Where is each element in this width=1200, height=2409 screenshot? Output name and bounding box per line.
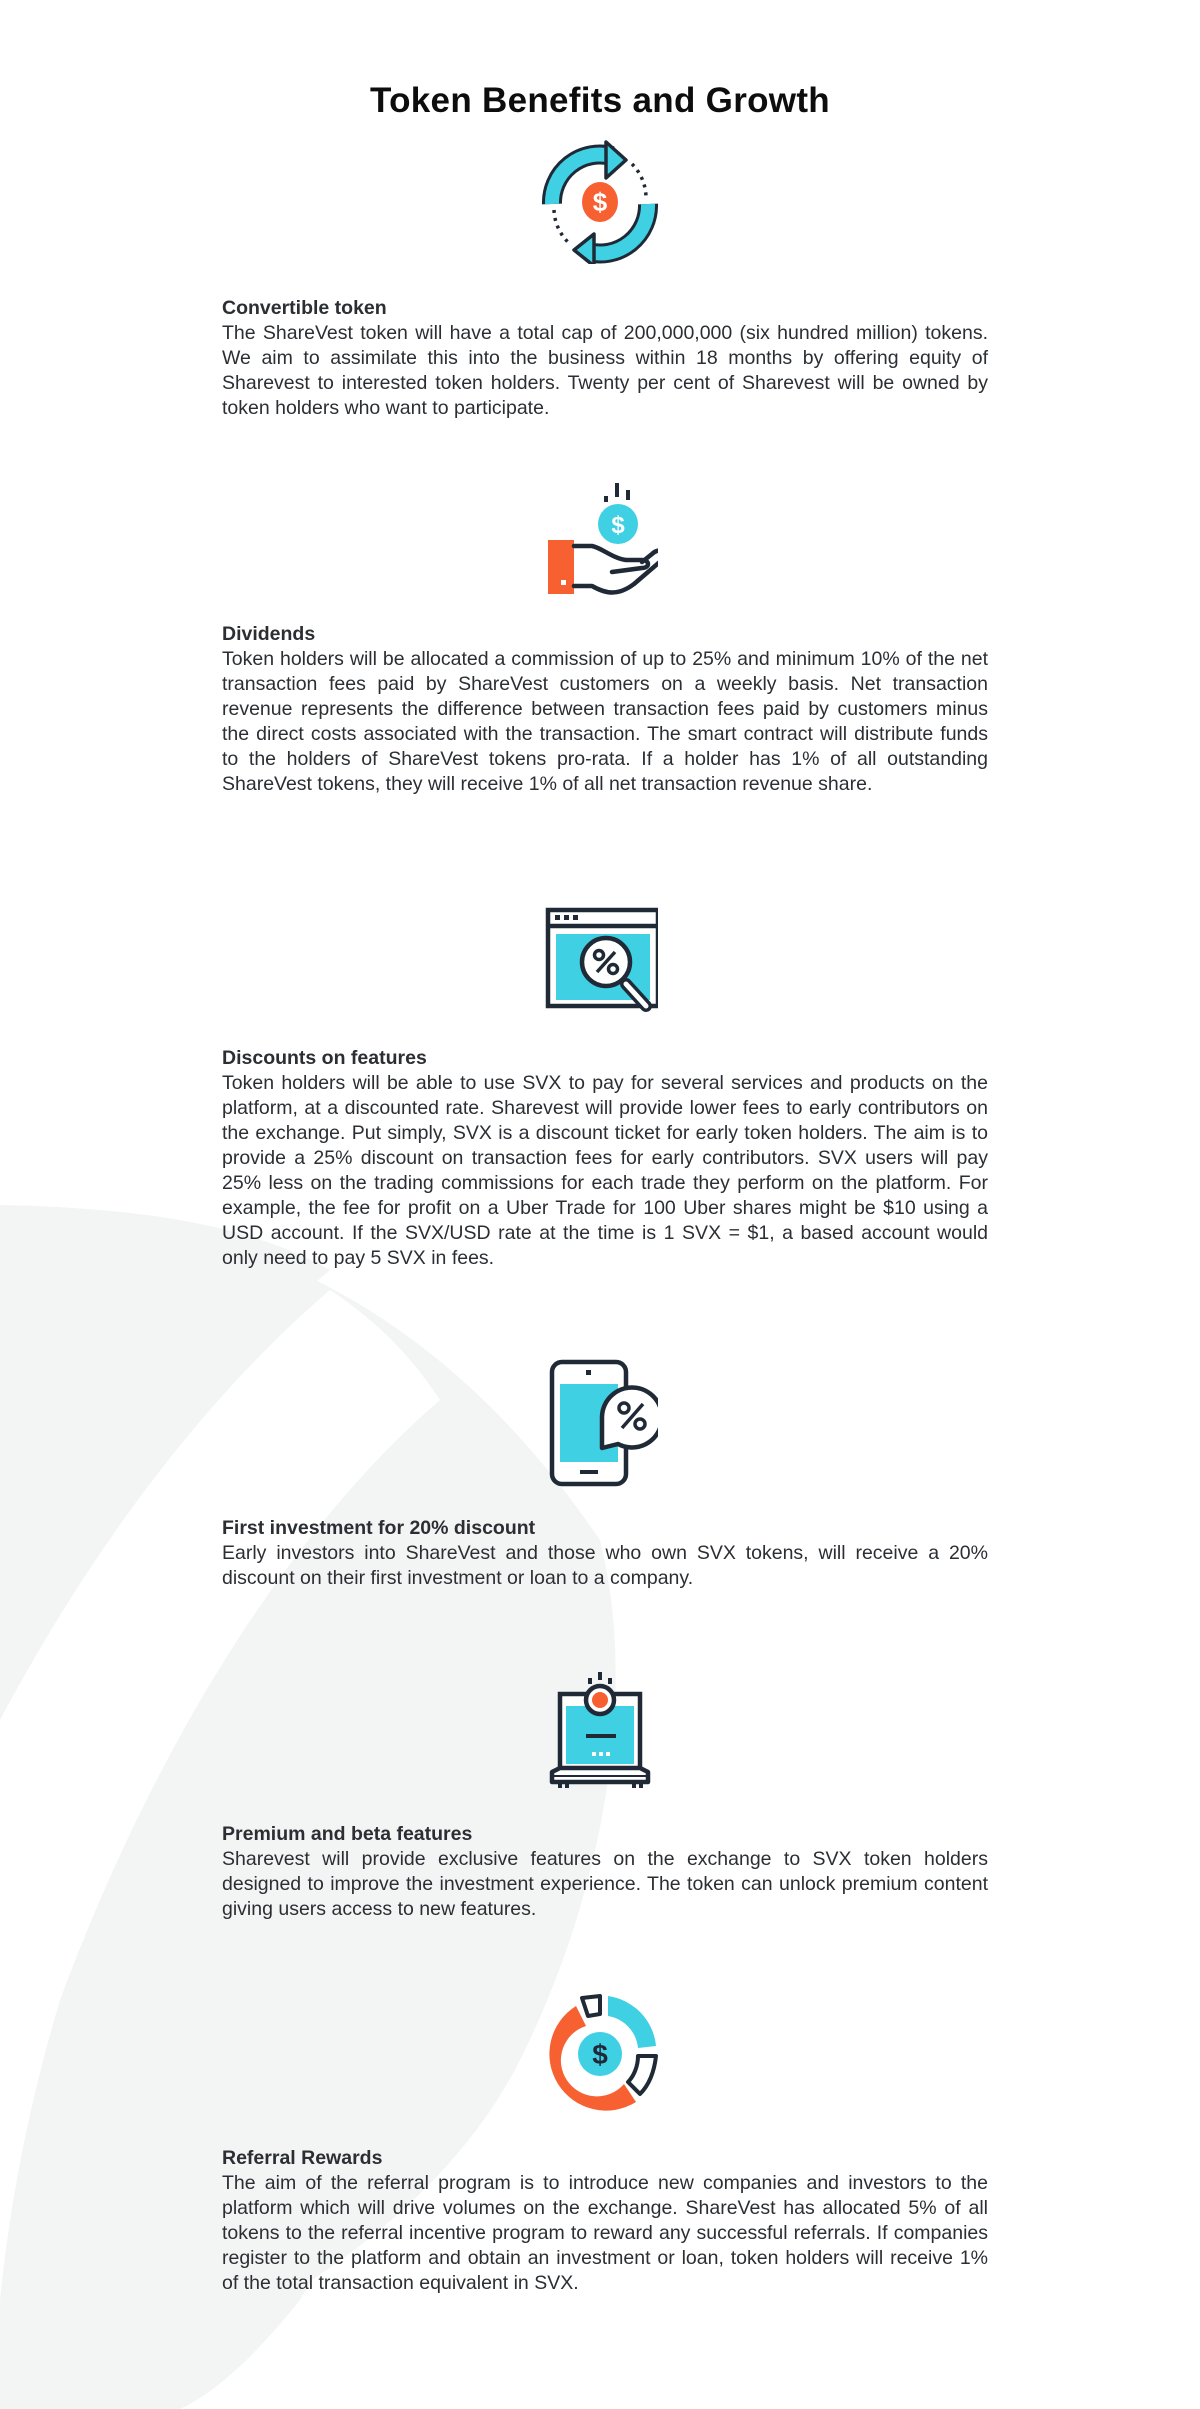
section-title: Referral Rewards	[222, 2147, 383, 2169]
section-body: The ShareVest token will have a total cap of 200,000,000 (six hundred million) tokens. We aim to assimilate this into the business within 18 months by offering equity of Sharevest to interested token holders. Twenty per cent of Sharevest will be owned by token holders who want to participate.	[222, 322, 988, 419]
section-body: The aim of the referral program is to introduce new companies and investors to the platform which will drive volumes on the exchange. ShareVest has allocated 5% of all tokens to the referral incentive program to reward any successful referrals. If companies register to the platform and obtain an investment or loan, token holders will receive 1% of the total transaction equivalent in SVX.	[222, 2172, 988, 2294]
section-premium-beta-features	[222, 1822, 988, 1922]
mobile-discount-icon	[542, 1358, 658, 1488]
section-title: First investment for 20% discount	[222, 1517, 536, 1539]
currency-exchange-cycle-icon	[542, 134, 658, 264]
section-body: Sharevest will provide exclusive features on the exchange to SVX token holders designed to improve the investment experience. The token can unlock premium content giving users access to new features.	[222, 1848, 988, 1920]
section-dividends	[222, 622, 988, 797]
section-title: Dividends	[222, 623, 316, 645]
section-discounts-on-features	[222, 1046, 988, 1271]
section-title: Premium and beta features	[222, 1823, 473, 1845]
page-title: Token Benefits and Growth	[370, 81, 830, 121]
laptop-premium-feature-icon	[542, 1670, 658, 1800]
section-body: Token holders will be able to use SVX to pay for several services and products on the platform, at a discounted rate. Sharevest will provide lower fees to early contributors on the exchange. Put simply, SVX is a discount ticket for early token holders. The aim is to provide a 25% discount on transaction fees for early contributors. SVX users will pay 25% less on the trading commissions for each trade they perform on the platform. For example, the fee for profit on a Uber Trade for 100 Uber shares might be $10 using a USD account. If the SVX/USD rate at the time is 1 SVX = $1, a based account would only need to pay 5 SVX in fees.	[222, 1072, 988, 1269]
section-body: Token holders will be allocated a commission of up to 25% and minimum 10% of the net transaction fees paid by ShareVest customers on a weekly basis. Net transaction revenue represents the difference between transaction fees paid by customers minus the direct costs associated with the transaction. The smart contract will distribute funds to the holders of ShareVest tokens pro-rata. If a holder has 1% of all outstanding ShareVest tokens, they will receive 1% of all net transaction revenue share.	[222, 648, 988, 795]
section-referral-rewards	[222, 2146, 988, 2296]
section-title: Discounts on features	[222, 1047, 427, 1069]
browser-discount-search-icon	[542, 900, 658, 1030]
section-convertible-token	[222, 296, 988, 421]
section-first-investment	[222, 1516, 988, 1591]
section-title: Convertible token	[222, 297, 387, 319]
svg-text:$: $	[592, 2039, 608, 2070]
svg-text:$: $	[611, 512, 625, 539]
hand-receiving-coin-icon	[542, 468, 658, 598]
section-body: Early investors into ShareVest and those who own SVX tokens, will receive a 20% discount on their first investment or loan to a company.	[222, 1542, 988, 1589]
svg-text:$: $	[592, 187, 608, 217]
donut-chart-dollar-icon	[542, 1986, 658, 2116]
